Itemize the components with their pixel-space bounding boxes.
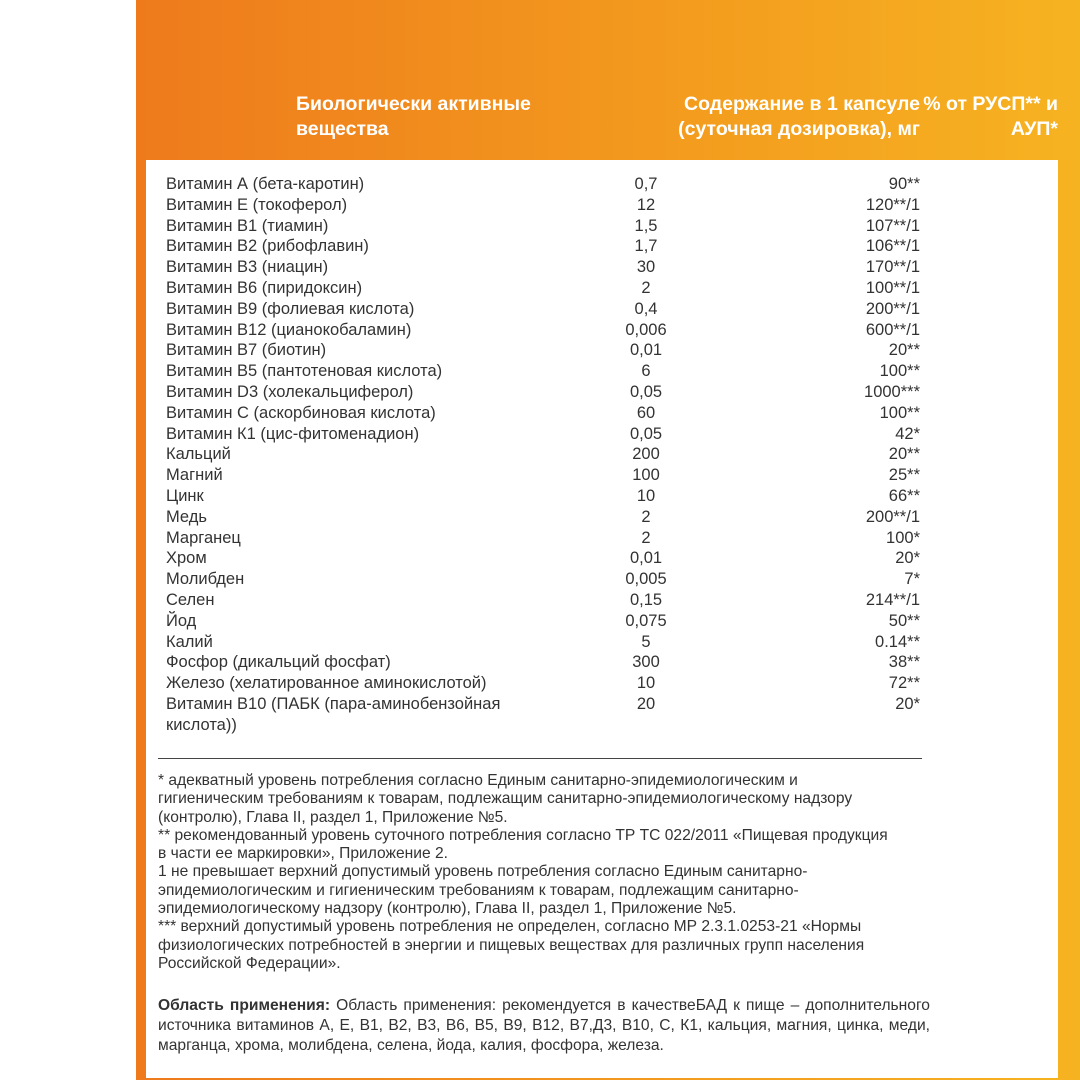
- substance-name: Калий: [166, 632, 213, 651]
- substance-percent: 100**: [879, 362, 920, 381]
- substance-percent: 0.14**: [875, 632, 920, 651]
- table-row: [166, 652, 922, 673]
- substance-name: Витамин В7 (биотин): [166, 341, 327, 360]
- footnote: * адекватный уровень потребления согласно Единым санитарно-эпидемиологическим и гигиеническим требованиям к товарам, подлежащим санитарно-эпидемиологическому надзору (контролю), Глава II, раздел 1, Приложение №5.: [158, 772, 853, 826]
- page-margin: [0, 0, 136, 1080]
- table-row: [166, 528, 922, 549]
- substance-percent: 120**/1: [865, 195, 920, 214]
- substance-amount: 0,006: [625, 320, 667, 339]
- substance-percent: 20*: [895, 694, 920, 713]
- table-row: [166, 174, 922, 195]
- substance-amount: 0,05: [629, 424, 663, 443]
- substance-amount: 12: [636, 195, 656, 214]
- substance-amount: 0,7: [634, 175, 658, 193]
- substance-amount: 2: [641, 507, 651, 526]
- table-row: [166, 569, 922, 590]
- substance-percent: 25**: [888, 466, 920, 485]
- substance-amount: 0,01: [629, 341, 663, 360]
- substance-percent: 107**/1: [865, 216, 920, 235]
- table-row: [166, 507, 922, 528]
- substance-amount: 10: [636, 486, 656, 505]
- content-card: [146, 160, 1058, 1078]
- header-percent-daily: % от РУСП** и АУП*: [923, 93, 1058, 140]
- substance-amount: 10: [636, 674, 656, 693]
- substance-amount: 2: [641, 278, 651, 297]
- substance-amount: 0,005: [625, 570, 667, 589]
- substance-name: Витамин В1 (тиамин): [166, 216, 329, 235]
- substance-amount: 60: [636, 403, 656, 422]
- table-row: [166, 632, 922, 653]
- substance-amount: 0,15: [629, 590, 663, 609]
- substance-name: Йод: [166, 611, 197, 630]
- substance-name: Витамин В3 (ниацин): [166, 258, 329, 277]
- substance-name: Витамин В12 (цианокобаламин): [166, 320, 412, 339]
- substance-amount: 0,01: [629, 549, 663, 568]
- substance-amount: 2: [641, 528, 651, 547]
- table-row: [166, 590, 922, 611]
- substance-amount: 20: [636, 694, 656, 713]
- substance-name: Витамин В9 (фолиевая кислота): [166, 299, 415, 318]
- substance-name: Медь: [166, 507, 207, 526]
- table-row: [166, 444, 922, 465]
- substance-percent: 200**/1: [865, 507, 920, 526]
- substance-percent: 66**: [888, 486, 920, 505]
- substance-percent: 214**/1: [865, 590, 920, 609]
- substance-name: Витамин С (аскорбиновая кислота): [166, 403, 436, 422]
- footnote: 1 не превышает верхний допустимый уровень потребления согласно Единым санитарно-эпидемиологическим и гигиеническим требованиям к товарам, подлежащим санитарно-эпидемиологическому надзору (контролю), Глава II, раздел 1, Приложение №5.: [158, 863, 808, 918]
- substance-name: Витамин В6 (пиридоксин): [166, 278, 363, 297]
- substance-amount: 1,5: [634, 216, 658, 235]
- substance-percent: 50**: [888, 611, 920, 630]
- substance-percent: 20**: [888, 445, 920, 464]
- table-row: [166, 673, 922, 694]
- footnote: ** рекомендованный уровень суточного потребления согласно ТР ТС 022/2011 «Пищевая продукция в части ее маркировки», Приложение 2.: [158, 826, 888, 863]
- substance-name: Витамин D3 (холекальциферол): [166, 382, 414, 401]
- substance-amount: 0,075: [625, 611, 667, 630]
- substance-amount: 0,05: [629, 382, 663, 401]
- table-row: [166, 424, 922, 445]
- table-row: [166, 465, 922, 486]
- table-row: [166, 236, 922, 257]
- substance-name: Хром: [166, 549, 207, 568]
- scope-label: Область применения:: [158, 997, 331, 1014]
- substance-percent: 38**: [888, 653, 920, 672]
- table-row: [166, 340, 922, 361]
- table-row: [166, 694, 922, 736]
- substance-percent: 100**/1: [865, 278, 920, 297]
- substance-name: Магний: [166, 466, 223, 485]
- substance-percent: 72**: [888, 674, 920, 693]
- substance-name: Витамин В10 (ПАБК (пара-аминобензойная кислота)): [166, 694, 501, 734]
- substance-amount: 300: [632, 653, 660, 672]
- substance-percent: 20**: [888, 341, 920, 360]
- table-row: [166, 486, 922, 507]
- footnote: *** верхний допустимый уровень потребления не определен, согласно МР 2.3.1.0253-21 «Нормы физиологических потребностей в энергии и пищевых веществах для различных групп населения Российской Федерации».: [158, 918, 865, 972]
- substance-percent: 600**/1: [865, 320, 920, 339]
- table-row: [166, 278, 922, 299]
- substance-percent: 170**/1: [865, 258, 920, 277]
- substance-percent: 100*: [886, 528, 920, 547]
- table-row: [166, 548, 922, 569]
- scope-text: Область применения: рекомендуется в качествеБАД к пище – дополнительного источника витаминов А, Е, В1, В2, В3, В6, В5, В9, В12, В7,Д3, В10, С, К1, кальция, магния, цинка, меди, марганца, хрома, молибдена, селена, йода, калия, фосфора, железа.: [158, 997, 930, 1054]
- substance-amount: 30: [636, 258, 656, 277]
- substance-name: Витамин К1 (цис-фитоменадион): [166, 424, 420, 443]
- substance-percent: 7*: [904, 570, 920, 589]
- substance-name: Фосфор (дикальций фосфат): [166, 653, 391, 672]
- table-row: [166, 403, 922, 424]
- substance-amount: 5: [641, 632, 651, 651]
- substance-percent: 200**/1: [865, 299, 920, 318]
- table-row: [166, 195, 922, 216]
- substance-name: Молибден: [166, 570, 245, 589]
- substance-percent: 42*: [895, 424, 920, 443]
- substance-name: Железо (хелатированное аминокислотой): [166, 674, 487, 693]
- table-row: [166, 382, 922, 403]
- header-content-per-capsule: Содержание в 1 капсуле (суточная дозировка), мг: [678, 93, 920, 140]
- substance-amount: 100: [632, 466, 660, 485]
- table-row: [166, 361, 922, 382]
- footnotes: [158, 772, 898, 973]
- substance-amount: 6: [641, 362, 651, 381]
- table-row: [166, 216, 922, 237]
- scope-of-use: [158, 996, 930, 1056]
- substance-name: Кальций: [166, 445, 231, 464]
- header-substances: Биологически активные вещества: [296, 93, 531, 140]
- substance-percent: 100**: [879, 403, 920, 422]
- table-row: [166, 320, 922, 341]
- substance-name: Витамин А (бета-каротин): [166, 175, 365, 193]
- substance-name: Витамин В5 (пантотеновая кислота): [166, 362, 443, 381]
- divider: [158, 758, 922, 759]
- substance-percent: 20*: [895, 549, 920, 568]
- table-row: [166, 611, 922, 632]
- nutrient-table: [166, 174, 922, 736]
- substance-amount: 1,7: [634, 237, 658, 256]
- substance-name: Цинк: [166, 486, 204, 505]
- substance-name: Марганец: [166, 528, 241, 547]
- substance-percent: 90**: [888, 175, 920, 193]
- substance-amount: 0,4: [634, 299, 658, 318]
- substance-name: Витамин Е (токоферол): [166, 195, 348, 214]
- substance-name: Селен: [166, 590, 215, 609]
- substance-percent: 106**/1: [865, 237, 920, 256]
- substance-percent: 1000***: [864, 382, 920, 401]
- table-row: [166, 299, 922, 320]
- table-header: [136, 0, 1080, 160]
- table-row: [166, 257, 922, 278]
- substance-name: Витамин В2 (рибофлавин): [166, 237, 369, 256]
- substance-amount: 200: [632, 445, 660, 464]
